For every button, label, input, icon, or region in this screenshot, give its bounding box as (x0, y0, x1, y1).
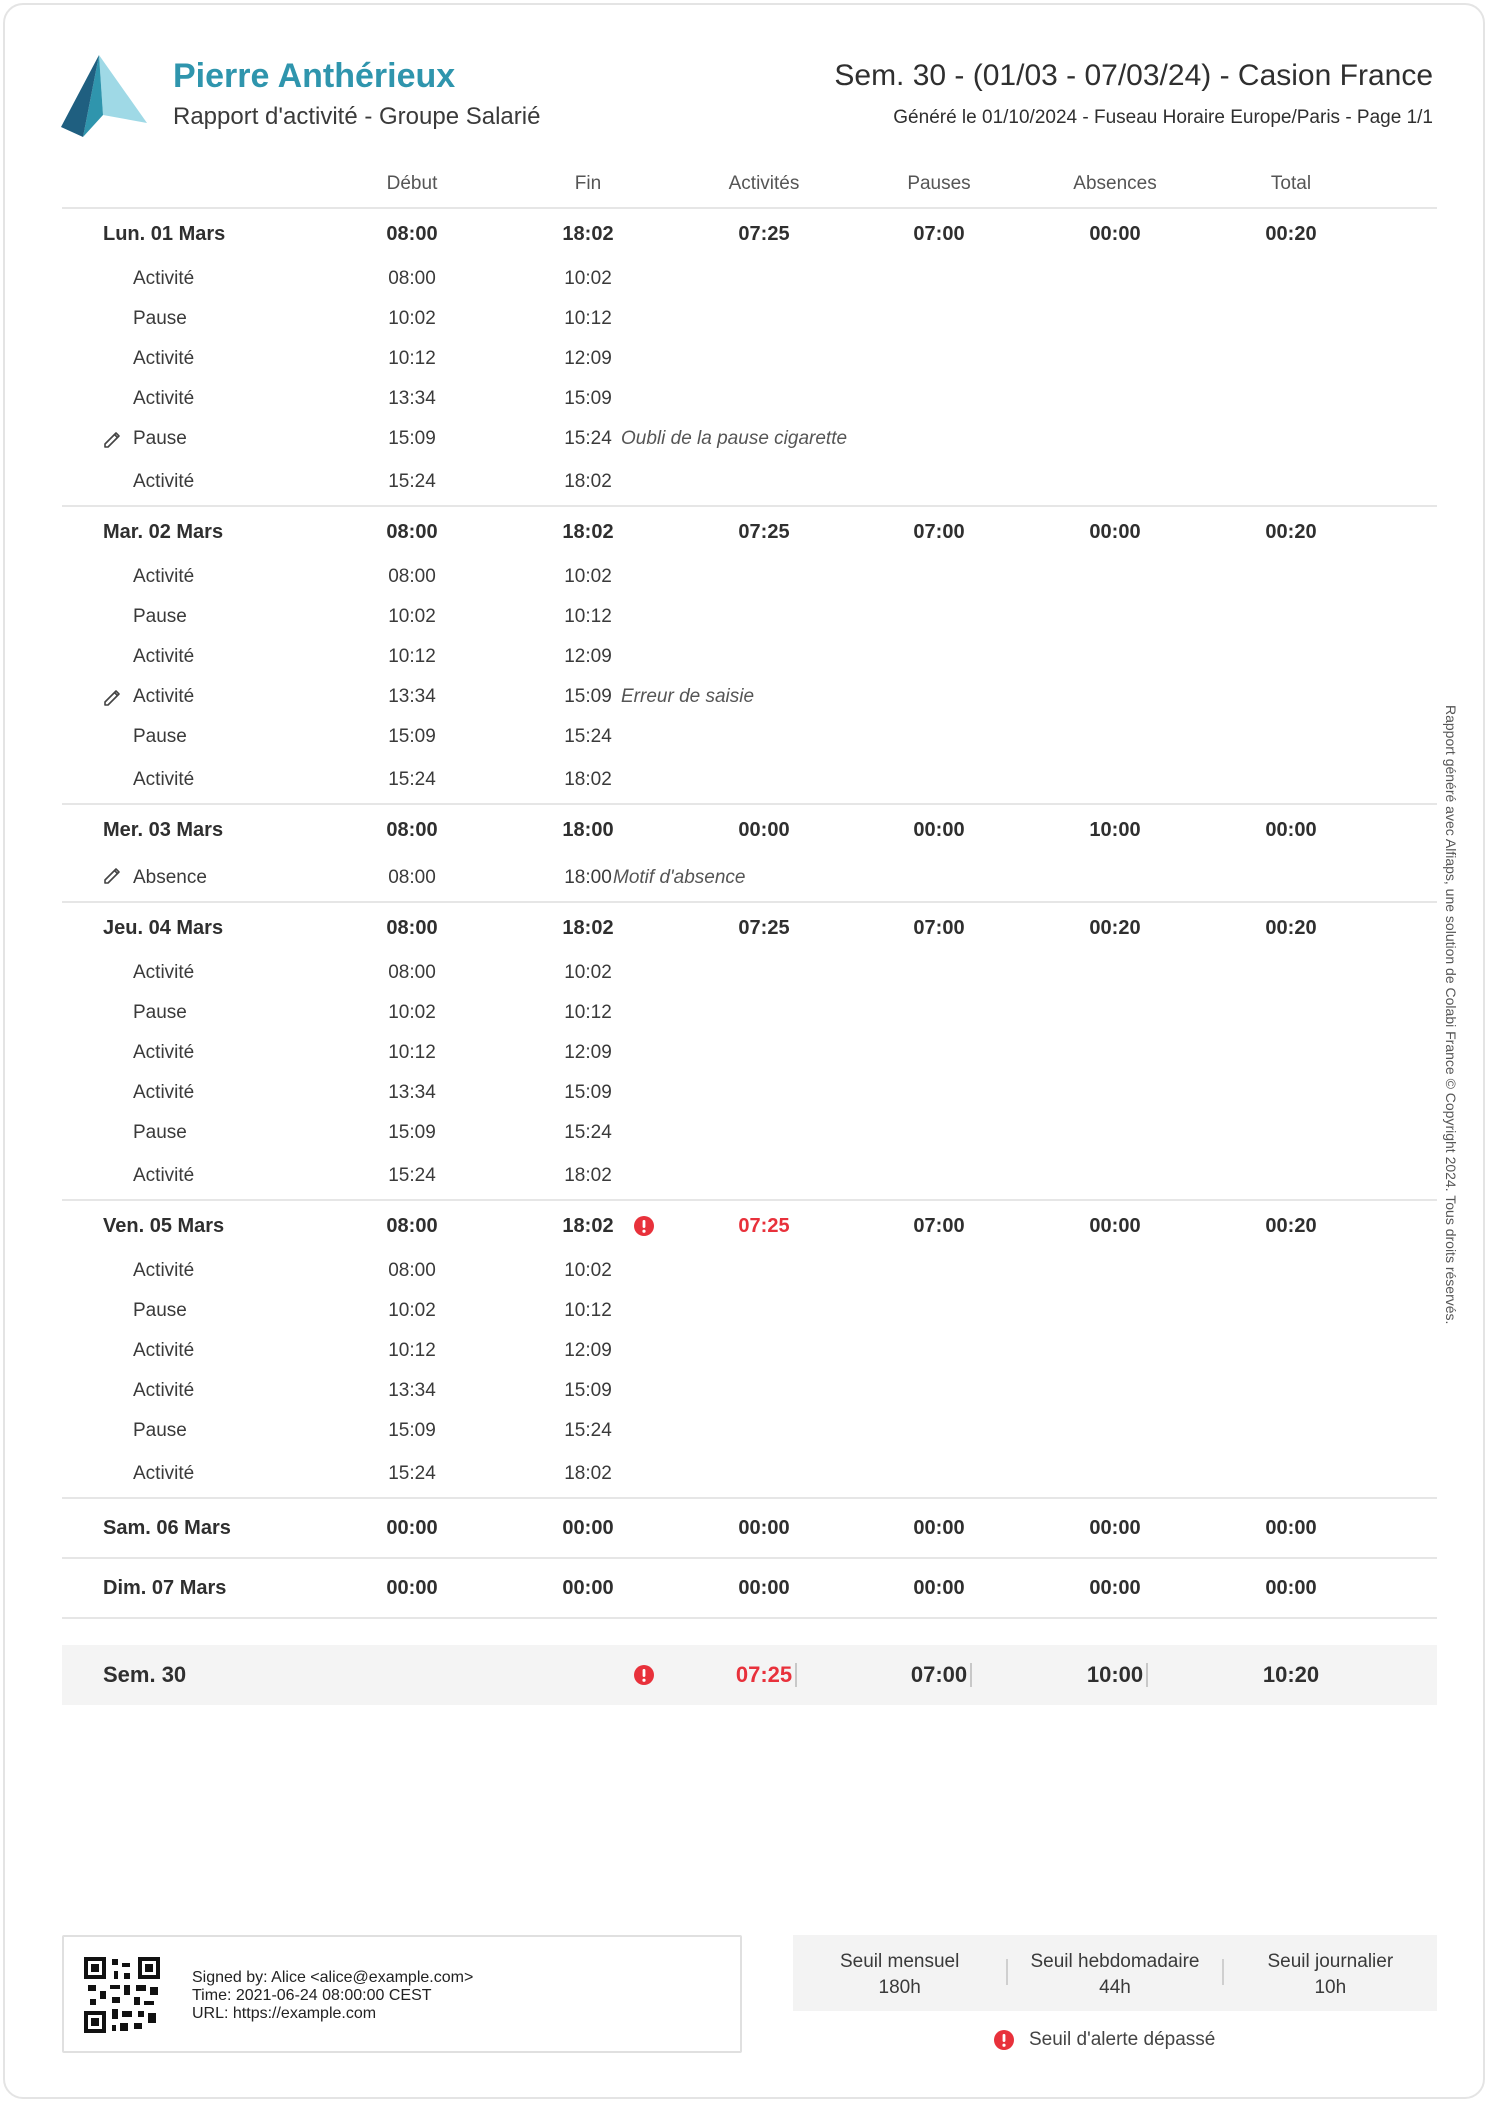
entry-debut: 15:24 (388, 471, 436, 492)
entry-row (62, 597, 1437, 637)
entry-fin: 18:00 (564, 867, 612, 888)
day-absences: 00:00 (1089, 520, 1141, 543)
day-debut: 08:00 (386, 916, 438, 939)
entry-row (62, 677, 1437, 717)
entry-fin: 10:12 (564, 1300, 612, 1321)
day-debut: 00:00 (386, 1576, 438, 1599)
entry-type: Absence (133, 867, 207, 888)
entry-row (62, 993, 1437, 1033)
summary-separator (1146, 1663, 1148, 1687)
entry-fin: 10:12 (564, 308, 612, 329)
day-pauses: 00:00 (913, 818, 965, 841)
day-total: 00:00 (1265, 818, 1317, 841)
day-absences: 00:20 (1089, 916, 1141, 939)
day-row (62, 903, 1437, 953)
day-absences: 00:00 (1089, 1516, 1141, 1539)
day-total: 00:20 (1265, 916, 1317, 939)
entry-type: Activité (133, 1042, 195, 1063)
summary-separator (970, 1663, 972, 1687)
summary-pauses: 07:00 (910, 1662, 968, 1687)
signed-time: Time: 2021-06-24 08:00:00 CEST (192, 1987, 432, 2004)
entry-type: Activité (133, 1260, 195, 1281)
entry-fin: 15:24 (564, 726, 612, 747)
entry-debut: 10:02 (388, 1300, 436, 1321)
day-absences: 00:00 (1089, 222, 1141, 245)
entry-debut: 15:24 (388, 769, 436, 790)
pencil-icon[interactable] (102, 864, 124, 886)
entry-row (62, 259, 1437, 299)
entry-row (62, 1153, 1437, 1201)
entry-type: Activité (133, 769, 195, 790)
entry-row (62, 557, 1437, 597)
entry-debut: 13:34 (388, 1380, 436, 1401)
summary-total: 10:20 (1262, 1662, 1320, 1687)
entry-fin: 10:02 (564, 1260, 612, 1281)
day-fin: 18:02 (562, 1214, 614, 1237)
day-pauses: 07:00 (913, 520, 965, 543)
day-absences: 00:00 (1089, 1214, 1141, 1237)
day-total: 00:00 (1265, 1576, 1317, 1599)
entry-fin: 12:09 (564, 1340, 612, 1361)
day-label: Ven. 05 Mars (103, 1214, 225, 1237)
day-pauses: 07:00 (913, 222, 965, 245)
table-header (62, 165, 1437, 209)
threshold-daily (1224, 1935, 1437, 2011)
entry-fin: 10:12 (564, 606, 612, 627)
entry-fin: 18:02 (564, 471, 612, 492)
entry-debut: 15:24 (388, 1165, 436, 1186)
entry-fin: 18:02 (564, 769, 612, 790)
entry-debut: 08:00 (388, 566, 436, 587)
entry-type: Pause (133, 606, 187, 627)
entry-fin: 12:09 (564, 1042, 612, 1063)
entry-type: Pause (133, 308, 187, 329)
entry-type: Activité (133, 566, 195, 587)
entry-note: Motif d'absence (613, 867, 746, 888)
col-pauses: Pauses (907, 173, 971, 194)
entry-debut: 15:09 (388, 428, 436, 449)
summary-label: Sem. 30 (103, 1662, 187, 1687)
day-pauses: 07:00 (913, 916, 965, 939)
entry-row (62, 1331, 1437, 1371)
entry-debut: 13:34 (388, 388, 436, 409)
entry-fin: 18:02 (564, 1463, 612, 1484)
entry-fin: 10:12 (564, 1002, 612, 1023)
entry-type: Activité (133, 268, 195, 289)
entry-debut: 13:34 (388, 686, 436, 707)
signed-url: URL: https://example.com (192, 2005, 377, 2022)
col-absences: Absences (1073, 173, 1157, 194)
entry-row (62, 1291, 1437, 1331)
entry-fin: 10:02 (564, 268, 612, 289)
entry-row (62, 339, 1437, 379)
day-debut: 08:00 (386, 520, 438, 543)
day-row (62, 1201, 1437, 1251)
signed-by: Signed by: Alice <alice@example.com> (192, 1969, 474, 1986)
day-debut: 08:00 (386, 818, 438, 841)
day-label: Jeu. 04 Mars (103, 916, 224, 939)
col-activites: Activités (728, 173, 800, 194)
alert-legend-label: Seuil d'alerte dépassé (1029, 2029, 1216, 2050)
day-row (62, 805, 1437, 855)
day-total: 00:20 (1265, 1214, 1317, 1237)
entry-type: Activité (133, 646, 195, 667)
entry-type: Pause (133, 1122, 187, 1143)
entry-debut: 10:12 (388, 348, 436, 369)
entry-type: Activité (133, 1340, 195, 1361)
day-debut: 08:00 (386, 1214, 438, 1237)
thresholds (793, 1935, 1437, 2011)
entry-fin: 15:24 (564, 1122, 612, 1143)
signature-text (192, 1969, 473, 2023)
entry-debut: 10:12 (388, 1340, 436, 1361)
entry-type: Pause (133, 726, 187, 747)
entry-debut: 15:09 (388, 1420, 436, 1441)
day-row (62, 1559, 1437, 1619)
day-absences: 00:00 (1089, 1576, 1141, 1599)
generated-info: Généré le 01/10/2024 - Fuseau Horaire Europe/Paris - Page 1/1 (893, 107, 1433, 128)
threshold-label: Seuil hebdomadaire (1030, 1951, 1200, 1972)
pencil-icon[interactable] (102, 686, 124, 708)
day-pauses: 07:00 (913, 1214, 965, 1237)
summary-activites: 07:25 (735, 1662, 793, 1687)
entry-row (62, 459, 1437, 507)
pencil-icon[interactable] (102, 428, 124, 450)
entry-fin: 18:02 (564, 1165, 612, 1186)
entry-row (62, 299, 1437, 339)
threshold-value: 180h (878, 1977, 921, 1998)
entry-type: Pause (133, 1300, 187, 1321)
day-activites: 00:00 (738, 1516, 790, 1539)
threshold-value: 44h (1099, 1977, 1131, 1998)
day-activites: 00:00 (738, 818, 790, 841)
day-row (62, 507, 1437, 557)
entry-debut: 08:00 (388, 867, 436, 888)
entry-type: Activité (133, 962, 195, 983)
day-debut: 08:00 (386, 222, 438, 245)
day-fin: 00:00 (562, 1576, 614, 1599)
entry-debut: 10:02 (388, 308, 436, 329)
day-groups (62, 209, 1437, 1619)
entry-row (62, 1371, 1437, 1411)
day-label: Mer. 03 Mars (103, 818, 224, 841)
day-fin: 18:02 (562, 916, 614, 939)
day-label: Lun. 01 Mars (103, 222, 226, 245)
activity-table (62, 165, 1437, 1619)
entry-row (62, 1251, 1437, 1291)
col-debut: Début (386, 173, 438, 194)
day-activites: 07:25 (738, 520, 790, 543)
week-title: Sem. 30 - (01/03 - 07/03/24) - Casion France (834, 59, 1433, 92)
day-total: 00:00 (1265, 1516, 1317, 1539)
entry-debut: 10:12 (388, 646, 436, 667)
col-total: Total (1270, 173, 1312, 194)
entry-type: Activité (133, 1463, 195, 1484)
entry-type: Activité (133, 1380, 195, 1401)
day-label: Mar. 02 Mars (103, 520, 224, 543)
alert-legend (993, 2029, 1215, 2051)
entry-fin: 12:09 (564, 646, 612, 667)
entry-row (62, 1113, 1437, 1153)
day-activites: 07:25 (738, 916, 790, 939)
threshold-weekly (1008, 1935, 1221, 2011)
entry-row (62, 1451, 1437, 1499)
day-absences: 10:00 (1089, 818, 1141, 841)
day-pauses: 00:00 (913, 1516, 965, 1539)
week-summary (62, 1645, 1437, 1705)
day-debut: 00:00 (386, 1516, 438, 1539)
day-activites: 07:25 (738, 1214, 790, 1237)
summary-separator (795, 1663, 797, 1687)
summary-absences: 10:00 (1086, 1662, 1144, 1687)
entry-row (62, 637, 1437, 677)
alert-icon (633, 1215, 655, 1237)
entry-type: Pause (133, 428, 187, 449)
alert-icon (633, 1664, 655, 1686)
entry-debut: 15:09 (388, 1122, 436, 1143)
day-activites: 00:00 (738, 1576, 790, 1599)
entry-debut: 08:00 (388, 268, 436, 289)
entry-debut: 10:02 (388, 1002, 436, 1023)
entry-row (62, 953, 1437, 993)
entry-type: Activité (133, 348, 195, 369)
entry-type: Activité (133, 388, 195, 409)
entry-fin: 15:09 (564, 1082, 612, 1103)
entry-type: Pause (133, 1420, 187, 1441)
entry-fin: 15:24 (564, 1420, 612, 1441)
day-row (62, 209, 1437, 259)
entry-note: Erreur de saisie (621, 686, 755, 707)
day-row (62, 1499, 1437, 1559)
entry-debut: 10:02 (388, 606, 436, 627)
entry-row (62, 1411, 1437, 1451)
entry-fin: 10:02 (564, 962, 612, 983)
day-fin: 18:02 (562, 222, 614, 245)
alert-icon (993, 2029, 1015, 2051)
entry-fin: 15:24 (564, 428, 612, 449)
entry-debut: 13:34 (388, 1082, 436, 1103)
entry-row (62, 419, 1437, 459)
day-label: Dim. 07 Mars (103, 1576, 227, 1599)
entry-row (62, 757, 1437, 805)
entry-debut: 10:12 (388, 1042, 436, 1063)
threshold-label: Seuil journalier (1267, 1951, 1394, 1972)
entry-fin: 15:09 (564, 388, 612, 409)
entry-debut: 15:09 (388, 726, 436, 747)
entry-debut: 15:24 (388, 1463, 436, 1484)
col-fin: Fin (574, 173, 602, 194)
entry-debut: 08:00 (388, 962, 436, 983)
entry-note: Oubli de la pause cigarette (621, 428, 848, 449)
employee-name: Pierre Anthérieux (173, 57, 456, 95)
entry-row (62, 717, 1437, 757)
day-fin: 18:02 (562, 520, 614, 543)
threshold-monthly (793, 1935, 1006, 2011)
threshold-label: Seuil mensuel (839, 1951, 960, 1972)
entry-fin: 15:09 (564, 1380, 612, 1401)
qr-code-icon (84, 1957, 160, 2033)
day-total: 00:20 (1265, 222, 1317, 245)
entry-fin: 12:09 (564, 348, 612, 369)
entry-type: Activité (133, 471, 195, 492)
entry-row (62, 1033, 1437, 1073)
entry-row (62, 1073, 1437, 1113)
day-pauses: 00:00 (913, 1576, 965, 1599)
day-fin: 18:00 (562, 818, 614, 841)
entry-row (62, 379, 1437, 419)
entry-type: Pause (133, 1002, 187, 1023)
report-subtitle: Rapport d'activité - Groupe Salarié (173, 103, 541, 130)
entry-type: Activité (133, 1082, 195, 1103)
copyright-side-text: Rapport généré avec Alfiaps, une solution de Colabi France © Copyright 2024. Tous droits réservés. (1443, 705, 1459, 1325)
entry-debut: 08:00 (388, 1260, 436, 1281)
signature-box (62, 1935, 742, 2053)
threshold-value: 10h (1314, 1977, 1347, 1998)
report-page (3, 3, 1485, 2099)
entry-fin: 10:02 (564, 566, 612, 587)
logo-icon (61, 55, 147, 137)
entry-row (62, 855, 1437, 903)
entry-fin: 15:09 (564, 686, 612, 707)
day-activites: 07:25 (738, 222, 790, 245)
day-total: 00:20 (1265, 520, 1317, 543)
day-fin: 00:00 (562, 1516, 614, 1539)
entry-type: Activité (133, 1165, 195, 1186)
entry-type: Activité (133, 686, 195, 707)
day-label: Sam. 06 Mars (103, 1516, 231, 1539)
